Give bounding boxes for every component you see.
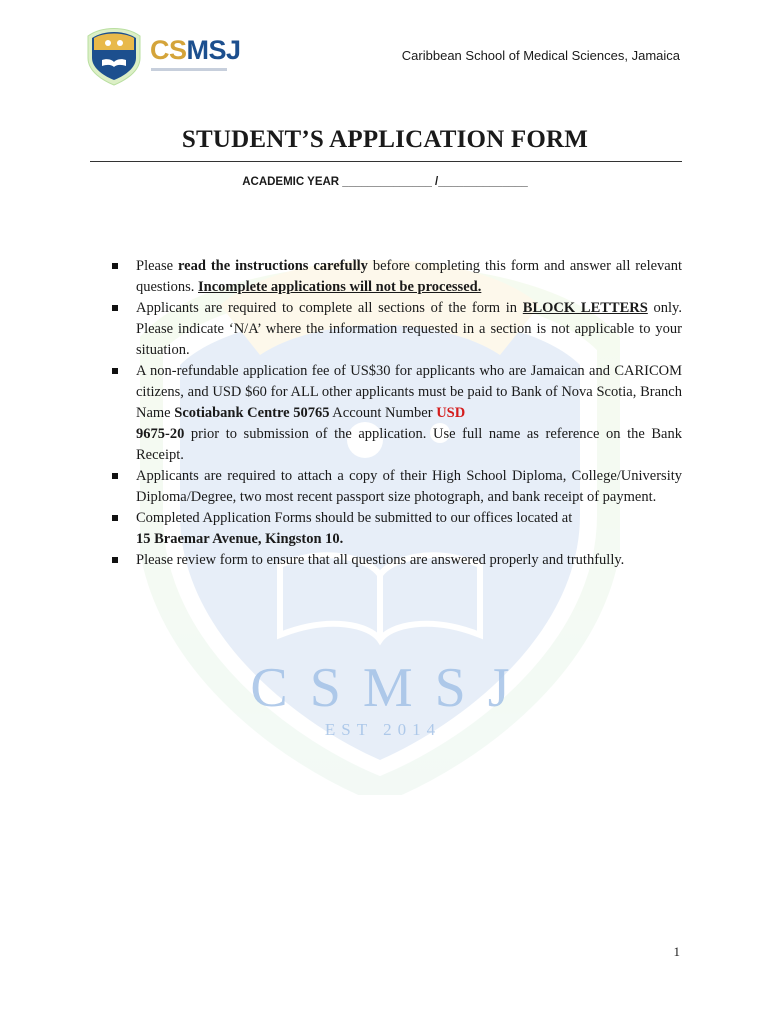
institution-name: Caribbean School of Medical Sciences, Jamaica (401, 48, 680, 63)
instruction-item: A non-refundable application fee of US$30 for applicants who are Jamaican and CARICOM citizens, and USD $60 for ALL other applicants must be paid to Bank of Nova Scotia, Branch Name Scotiabank Centre 50765 Account Number USD 9675-20 prior to submission of the application. Use full name as reference on the Bank Receipt. (110, 361, 682, 466)
watermark-established: EST 2014 (324, 720, 442, 739)
title-divider (90, 161, 682, 162)
instruction-item: Completed Application Forms should be submitted to our offices located at 15 Braemar Avenue, Kingston 10. (110, 508, 682, 550)
csmsj-shield-icon (84, 24, 144, 86)
instruction-item: Please review form to ensure that all questions are answered properly and truthfully. (110, 550, 682, 571)
logo-tagline-line (151, 68, 227, 71)
instruction-item: Please read the instructions carefully before completing this form and answer all relevant questions. Incomplete applications will not be processed. (110, 256, 682, 298)
csmsj-logo (84, 24, 241, 86)
instruction-item: Applicants are required to attach a copy of their High School Diploma, College/University Diploma/Degree, two most recent passport size photograph, and bank receipt of payment. (110, 466, 682, 508)
form-title: STUDENT’S APPLICATION FORM (181, 126, 589, 153)
watermark-text (140, 658, 620, 740)
logo-wordmark: CSMSJ (150, 35, 241, 65)
instruction-item: Applicants are required to complete all sections of the form in BLOCK LETTERS only. Please indicate ‘N/A’ where the information requested in a section is not applicable to your situation. (110, 298, 682, 361)
watermark-title: CSMSJ (250, 657, 532, 719)
page-number: 1 (673, 944, 680, 959)
academic-year-field: ACADEMIC YEAR ______________ /______________ (242, 176, 528, 188)
instructions-list (110, 256, 682, 571)
